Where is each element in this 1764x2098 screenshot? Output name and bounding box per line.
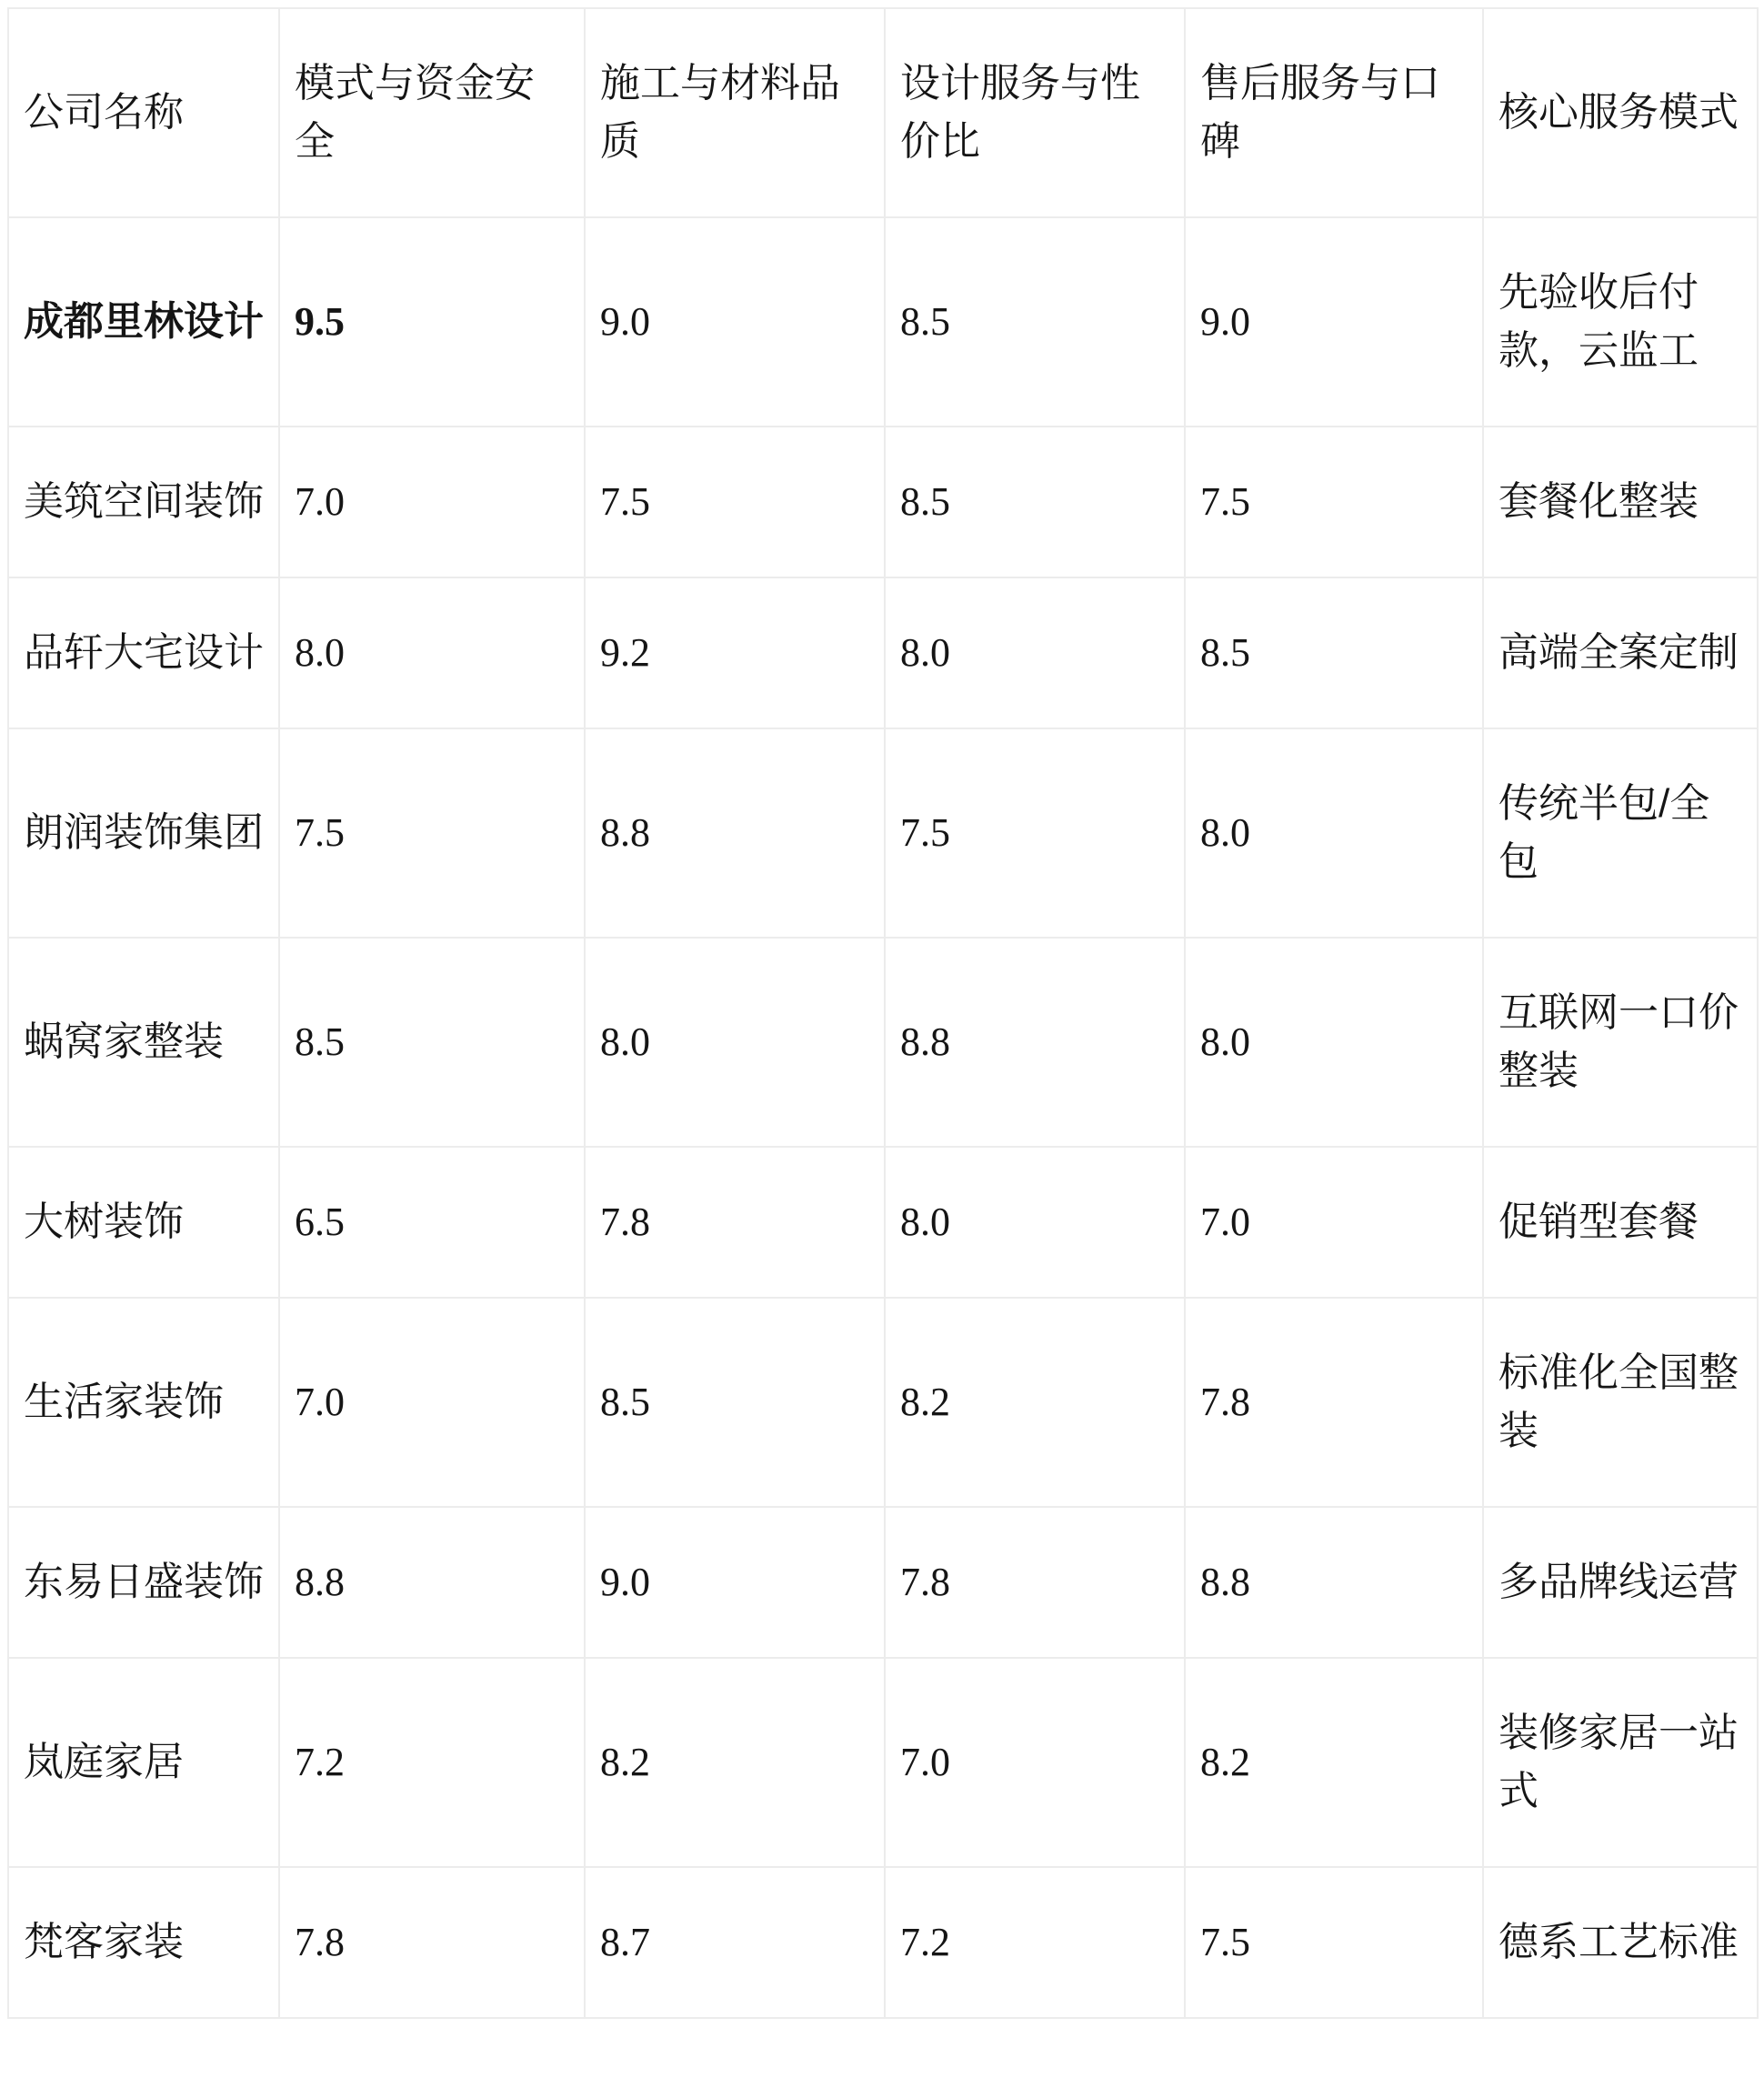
score-cell-construction: 9.0 xyxy=(585,217,885,427)
company-name-cell: 美筑空间装饰 xyxy=(8,427,279,577)
header-aftersales-reputation: 售后服务与口碑 xyxy=(1185,8,1483,217)
company-name-cell: 朗润装饰集团 xyxy=(8,728,279,938)
score-cell-aftersales: 7.5 xyxy=(1185,427,1483,577)
score-cell-model-fund: 7.0 xyxy=(279,1298,585,1507)
table-row xyxy=(8,1507,1758,1658)
score-cell-construction: 9.2 xyxy=(585,577,885,728)
company-name-cell: 成都里林设计 xyxy=(8,217,279,427)
score-cell-design-value: 7.0 xyxy=(885,1658,1185,1867)
table-row xyxy=(8,1147,1758,1298)
score-cell-model-fund: 8.5 xyxy=(279,938,585,1147)
score-cell-construction: 8.5 xyxy=(585,1298,885,1507)
table-body xyxy=(8,217,1758,2018)
score-cell-design-value: 8.0 xyxy=(885,577,1185,728)
score-cell-design-value: 7.5 xyxy=(885,728,1185,938)
score-cell-model-fund: 7.5 xyxy=(279,728,585,938)
score-cell-aftersales: 7.0 xyxy=(1185,1147,1483,1298)
table-row xyxy=(8,217,1758,427)
score-cell-model-fund: 7.8 xyxy=(279,1867,585,2018)
score-cell-design-value: 8.5 xyxy=(885,217,1185,427)
header-construction-quality: 施工与材料品质 xyxy=(585,8,885,217)
score-cell-model-fund: 6.5 xyxy=(279,1147,585,1298)
score-cell-model-fund: 7.2 xyxy=(279,1658,585,1867)
service-model-cell: 标准化全国整装 xyxy=(1483,1298,1758,1507)
company-name-cell: 蜗窝家整装 xyxy=(8,938,279,1147)
score-cell-aftersales: 8.2 xyxy=(1185,1658,1483,1867)
score-cell-model-fund: 8.0 xyxy=(279,577,585,728)
score-cell-design-value: 8.8 xyxy=(885,938,1185,1147)
table-row xyxy=(8,1867,1758,2018)
company-name-cell: 品轩大宅设计 xyxy=(8,577,279,728)
score-cell-design-value: 8.0 xyxy=(885,1147,1185,1298)
score-cell-construction: 8.8 xyxy=(585,728,885,938)
header-company-name: 公司名称 xyxy=(8,8,279,217)
score-cell-design-value: 8.5 xyxy=(885,427,1185,577)
header-model-fund-safety: 模式与资金安全 xyxy=(279,8,585,217)
table-row xyxy=(8,427,1758,577)
score-cell-design-value: 7.2 xyxy=(885,1867,1185,2018)
score-cell-aftersales: 8.0 xyxy=(1185,938,1483,1147)
company-name-cell: 梵客家装 xyxy=(8,1867,279,2018)
company-name-cell: 岚庭家居 xyxy=(8,1658,279,1867)
score-cell-aftersales: 8.8 xyxy=(1185,1507,1483,1658)
header-core-service-model: 核心服务模式 xyxy=(1483,8,1758,217)
header-design-value: 设计服务与性价比 xyxy=(885,8,1185,217)
score-cell-construction: 7.5 xyxy=(585,427,885,577)
service-model-cell: 传统半包/全包 xyxy=(1483,728,1758,938)
company-comparison-table xyxy=(7,7,1759,2019)
service-model-cell: 多品牌线运营 xyxy=(1483,1507,1758,1658)
score-cell-construction: 9.0 xyxy=(585,1507,885,1658)
table-row xyxy=(8,938,1758,1147)
service-model-cell: 互联网一口价整装 xyxy=(1483,938,1758,1147)
score-cell-model-fund: 8.8 xyxy=(279,1507,585,1658)
score-cell-model-fund: 7.0 xyxy=(279,427,585,577)
table-row xyxy=(8,1298,1758,1507)
score-cell-construction: 8.2 xyxy=(585,1658,885,1867)
service-model-cell: 高端全案定制 xyxy=(1483,577,1758,728)
score-cell-design-value: 8.2 xyxy=(885,1298,1185,1507)
score-cell-aftersales: 8.5 xyxy=(1185,577,1483,728)
company-name-cell: 大树装饰 xyxy=(8,1147,279,1298)
company-name-cell: 东易日盛装饰 xyxy=(8,1507,279,1658)
score-cell-aftersales: 8.0 xyxy=(1185,728,1483,938)
score-cell-aftersales: 7.5 xyxy=(1185,1867,1483,2018)
score-cell-aftersales: 7.8 xyxy=(1185,1298,1483,1507)
service-model-cell: 装修家居一站式 xyxy=(1483,1658,1758,1867)
score-cell-construction: 7.8 xyxy=(585,1147,885,1298)
table-row xyxy=(8,1658,1758,1867)
score-cell-design-value: 7.8 xyxy=(885,1507,1185,1658)
service-model-cell: 德系工艺标准 xyxy=(1483,1867,1758,2018)
score-cell-construction: 8.0 xyxy=(585,938,885,1147)
header-row xyxy=(8,8,1758,217)
table-header xyxy=(8,8,1758,217)
service-model-cell: 先验收后付款，云监工 xyxy=(1483,217,1758,427)
score-cell-aftersales: 9.0 xyxy=(1185,217,1483,427)
service-model-cell: 促销型套餐 xyxy=(1483,1147,1758,1298)
company-name-cell: 生活家装饰 xyxy=(8,1298,279,1507)
table-row xyxy=(8,728,1758,938)
score-cell-model-fund: 9.5 xyxy=(279,217,585,427)
service-model-cell: 套餐化整装 xyxy=(1483,427,1758,577)
table-row xyxy=(8,577,1758,728)
score-cell-construction: 8.7 xyxy=(585,1867,885,2018)
